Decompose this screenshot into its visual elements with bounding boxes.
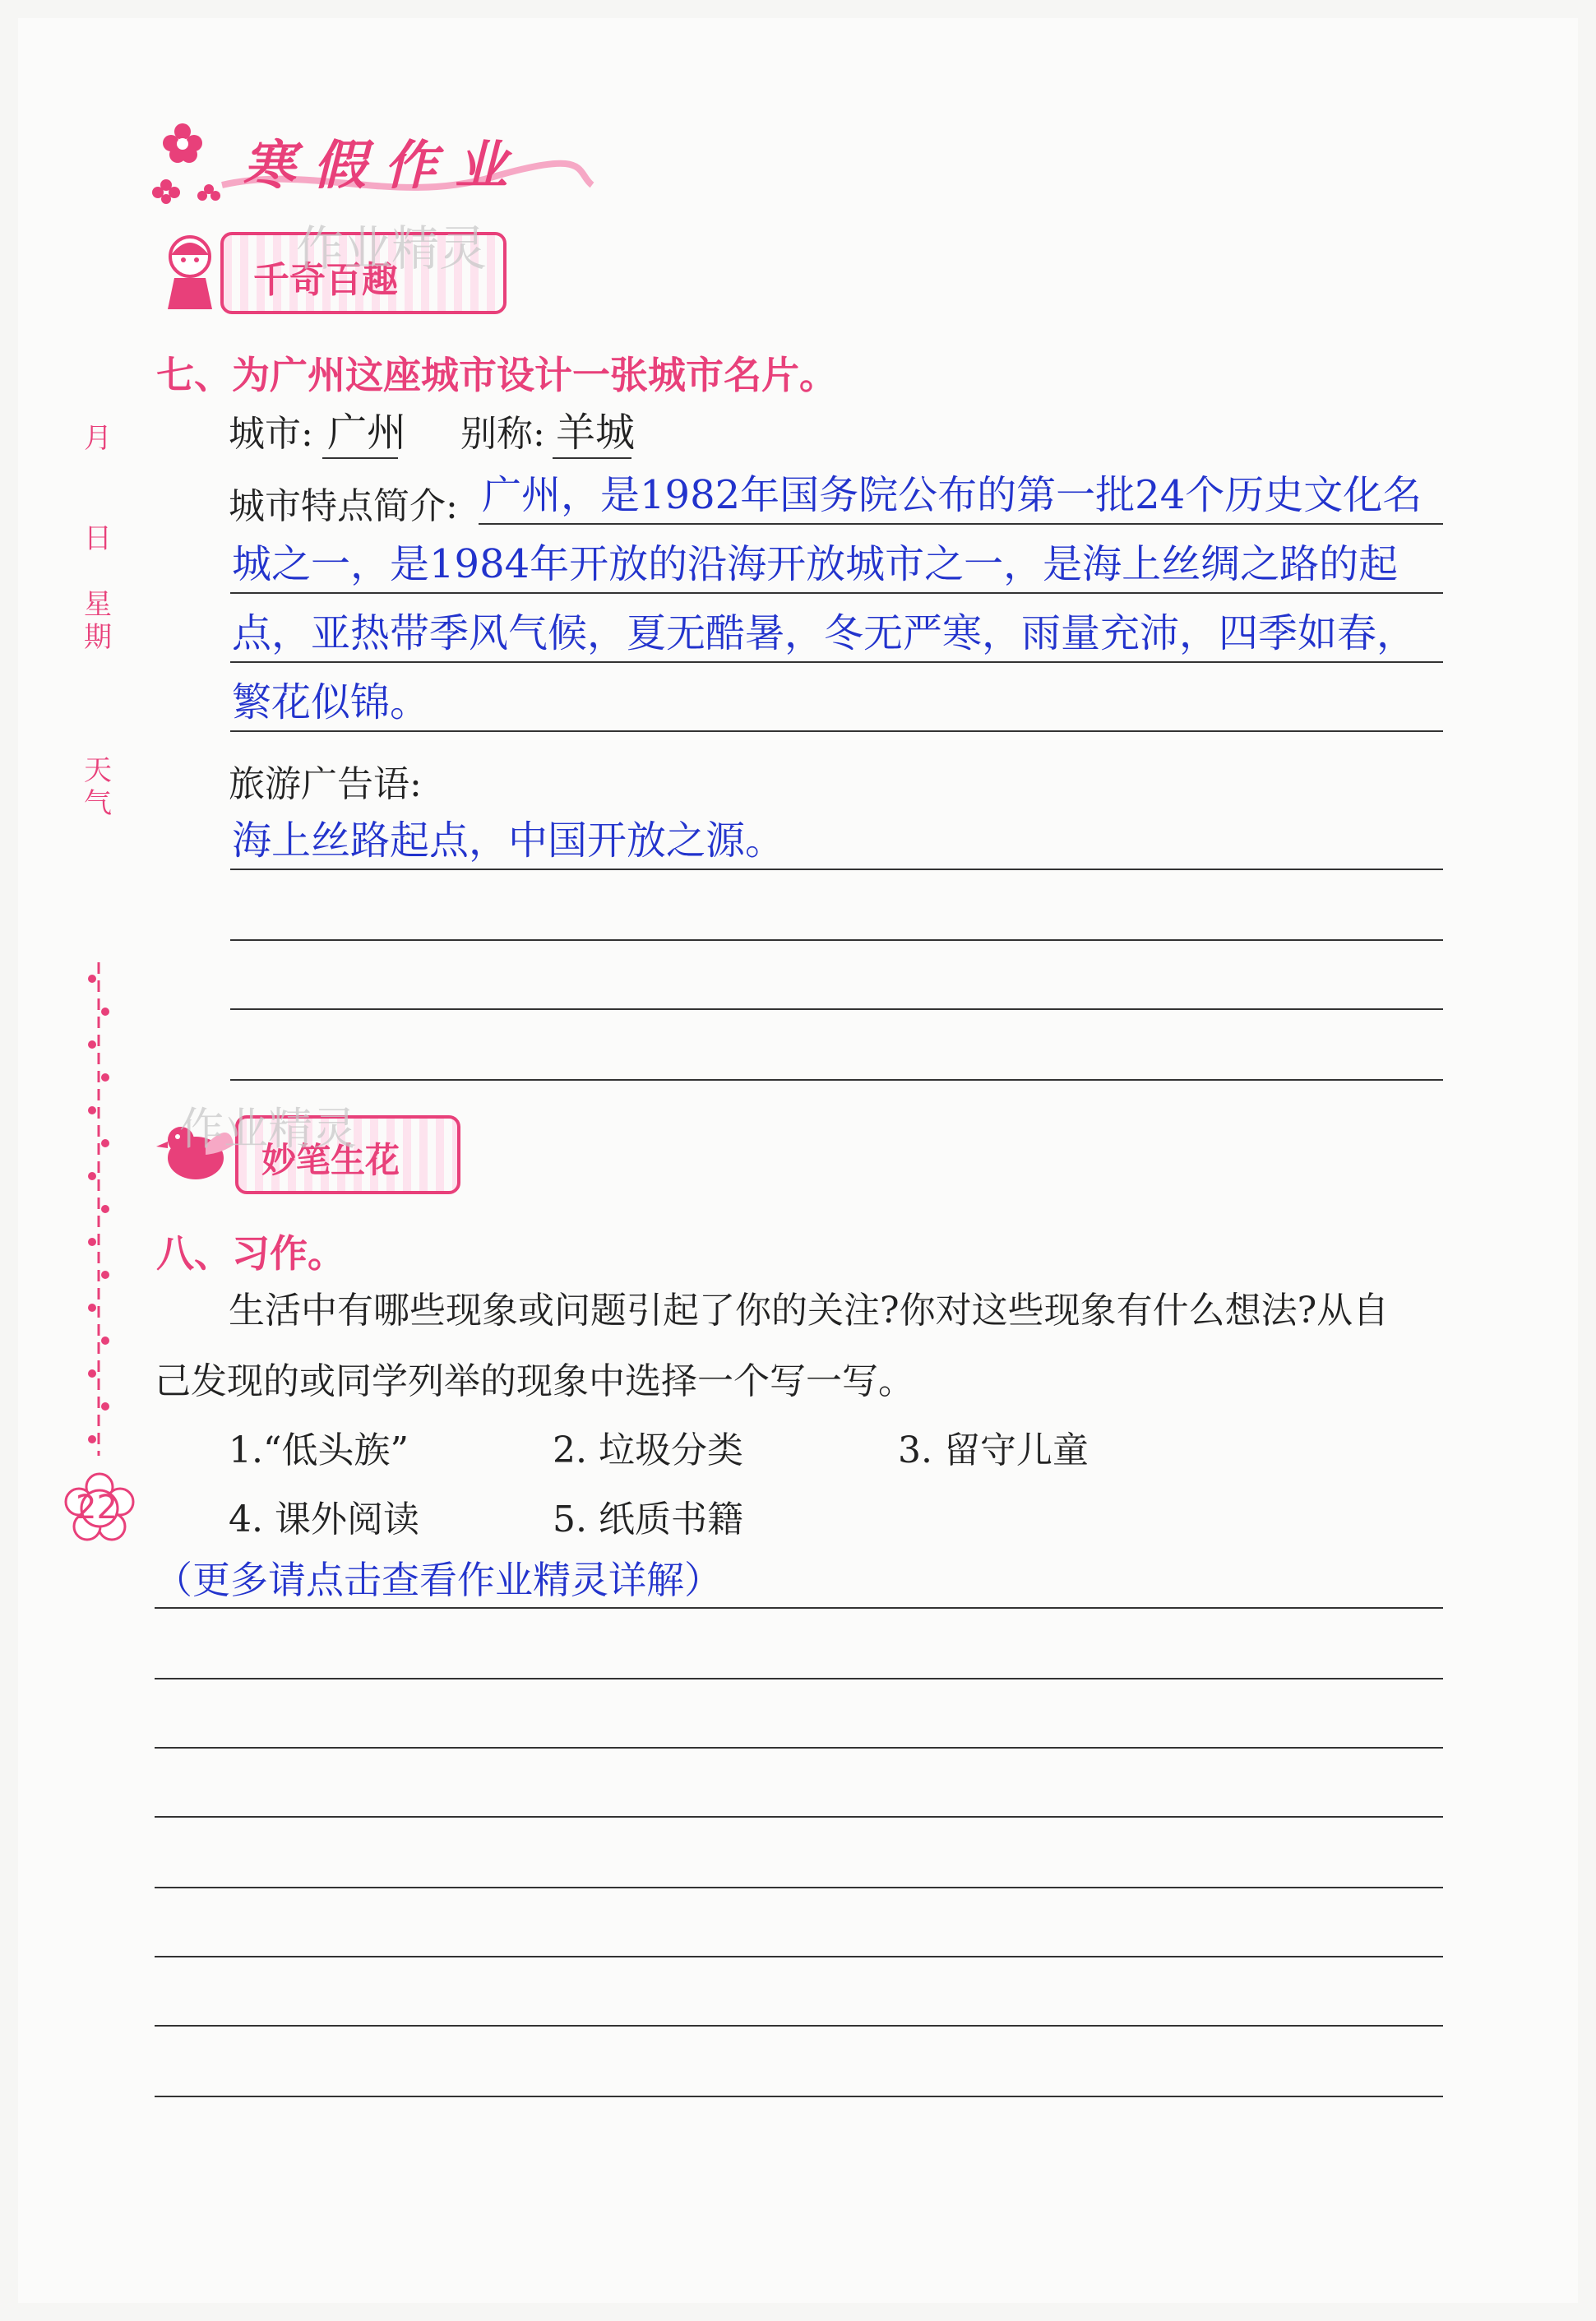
side-weather-label-1: 天 bbox=[84, 754, 112, 787]
side-month-label: 月 bbox=[84, 422, 112, 455]
city-label: 城市: bbox=[229, 413, 313, 455]
girl-mascot-icon bbox=[163, 232, 217, 313]
watermark-text-2: 作业精灵 bbox=[179, 1103, 357, 1155]
section-badge-label-2: 妙笔生花 bbox=[261, 1140, 400, 1180]
option-item-2: 2. 垃圾分类 bbox=[553, 1429, 743, 1471]
writing-rule-2 bbox=[155, 1678, 1443, 1679]
slogan-rule-1 bbox=[230, 869, 1443, 870]
side-vine-decoration bbox=[82, 962, 115, 1456]
intro-rule-4 bbox=[230, 730, 1443, 732]
header-title: 寒假作业 bbox=[243, 135, 525, 197]
more-details-link[interactable]: （更多请点击查看作业精灵详解） bbox=[155, 1558, 722, 1602]
intro-rule-3 bbox=[230, 661, 1443, 663]
slogan-label: 旅游广告语: bbox=[229, 763, 422, 805]
side-day-label: 日 bbox=[84, 522, 112, 555]
intro-line-2: 城之一，是1984年开放的沿海开放城市之一，是海上丝绸之路的起 bbox=[232, 541, 1399, 587]
slogan-value: 海上丝路起点，中国开放之源。 bbox=[232, 818, 785, 864]
writing-rule-6 bbox=[155, 1956, 1443, 1957]
page-number: 22 bbox=[76, 1489, 118, 1526]
writing-rule-7 bbox=[155, 2025, 1443, 2027]
city-underline bbox=[322, 457, 398, 459]
side-weekday-label-2: 期 bbox=[84, 621, 112, 654]
writing-rule-5 bbox=[155, 1887, 1443, 1888]
intro-label: 城市特点简介: bbox=[229, 485, 458, 527]
writing-rule-3 bbox=[155, 1747, 1443, 1749]
city-value: 广州 bbox=[327, 410, 407, 456]
alias-underline bbox=[553, 457, 631, 459]
intro-line-3: 点，亚热带季风气候，夏无酷暑，冬无严寒，雨量充沛，四季如春， bbox=[232, 610, 1417, 656]
slogan-rule-4 bbox=[230, 1079, 1443, 1081]
q7-prompt: 七、为广州这座城市设计一张城市名片。 bbox=[156, 353, 837, 397]
writing-rule-1 bbox=[155, 1607, 1443, 1609]
side-weather-label-2: 气 bbox=[84, 787, 112, 820]
q8-prompt: 八、习作。 bbox=[156, 1231, 345, 1276]
intro-rule-1 bbox=[479, 523, 1443, 525]
intro-line-1: 广州，是1982年国务院公布的第一批24个历史文化名 bbox=[482, 472, 1423, 518]
alias-label: 别称: bbox=[460, 413, 545, 455]
slogan-rule-3 bbox=[230, 1008, 1443, 1010]
intro-rule-2 bbox=[230, 592, 1443, 594]
intro-line-4: 繁花似锦。 bbox=[232, 679, 430, 725]
watermark-text: 作业精灵 bbox=[296, 220, 488, 276]
section-badge-label: 千奇百趣 bbox=[253, 259, 398, 301]
option-item-4: 4. 课外阅读 bbox=[229, 1499, 419, 1540]
option-item-5: 5. 纸质书籍 bbox=[553, 1499, 743, 1540]
q8-body-line-1: 生活中有哪些现象或问题引起了你的关注?你对这些现象有什么想法?从自 bbox=[229, 1290, 1390, 1332]
writing-rule-4 bbox=[155, 1816, 1443, 1818]
option-item-3: 3. 留守儿童 bbox=[898, 1429, 1089, 1471]
slogan-rule-2 bbox=[230, 939, 1443, 941]
side-weekday-label-1: 星 bbox=[84, 588, 112, 621]
option-item-1: 1.“低头族” bbox=[229, 1429, 409, 1471]
q8-body-line-2: 己发现的或同学列举的现象中选择一个写一写。 bbox=[155, 1360, 914, 1402]
writing-rule-8 bbox=[155, 2096, 1443, 2097]
alias-value: 羊城 bbox=[556, 410, 636, 456]
